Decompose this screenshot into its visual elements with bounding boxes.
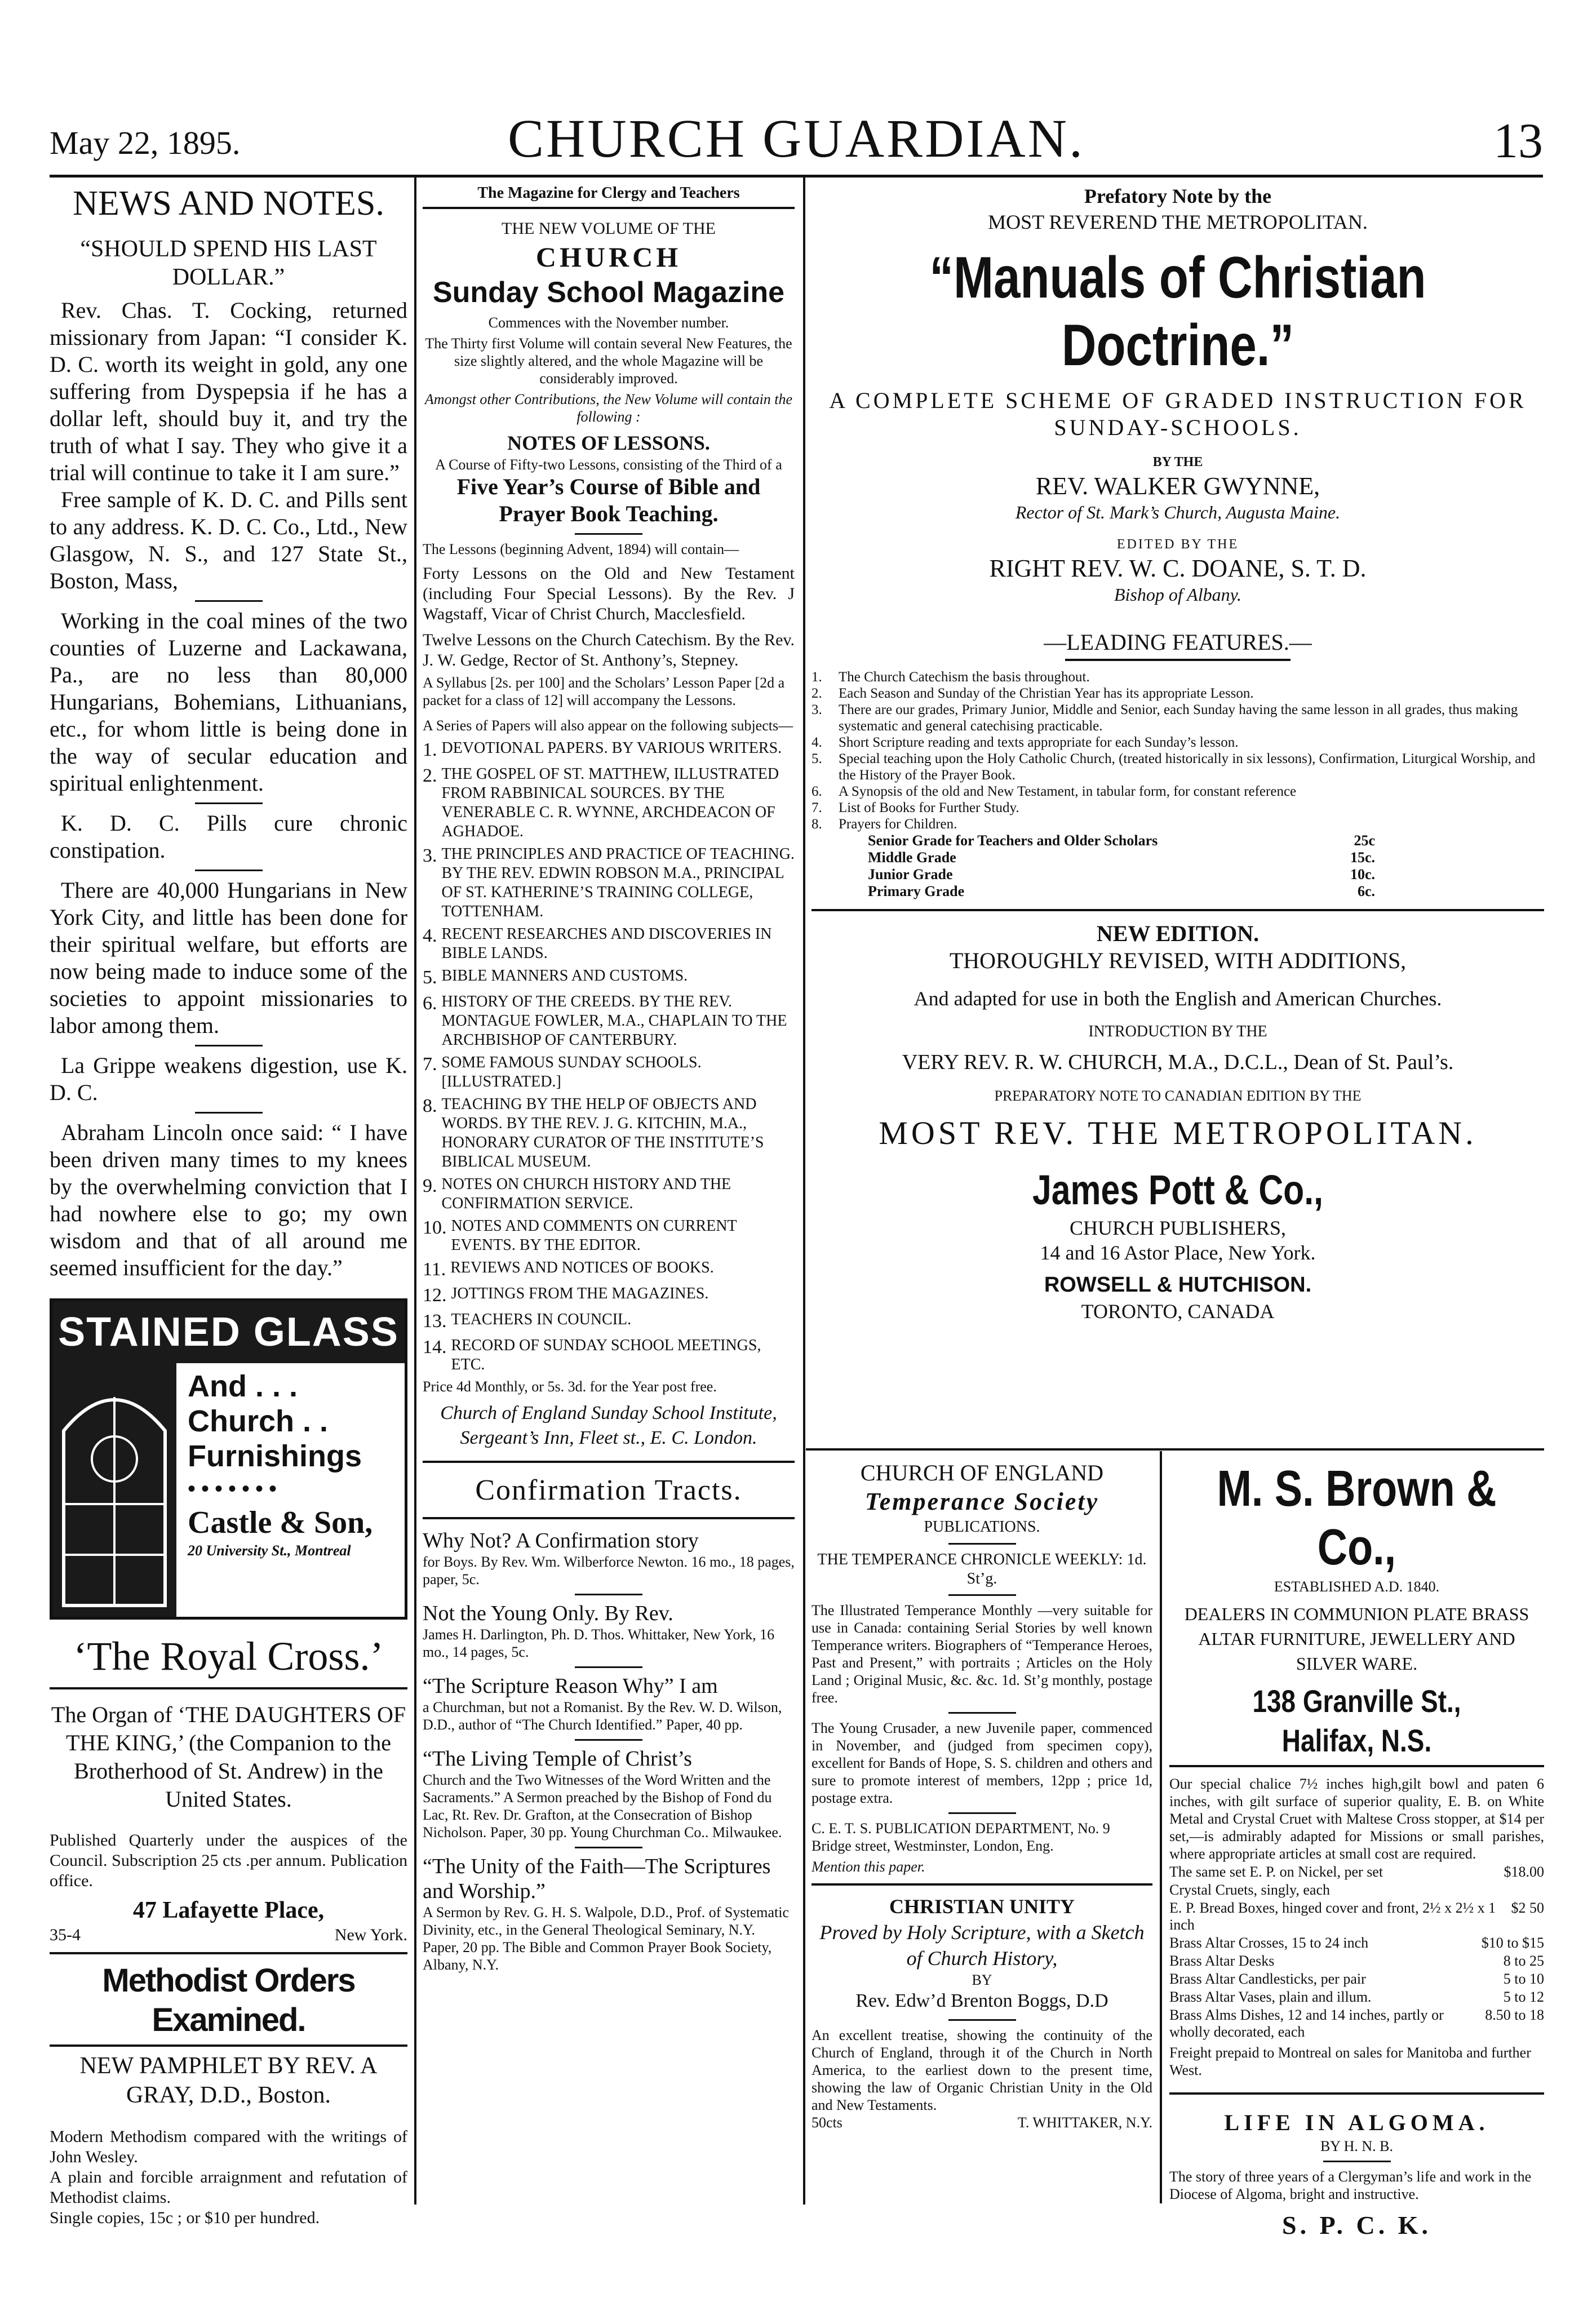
series-item [423,765,795,841]
royal-cross-address: 47 Lafayette Place, [132,1897,325,1923]
new-edition: NEW EDITION. [1096,921,1260,946]
feature-text: There are our grades, Primary Junior, Middle and Senior, each Sunday having the same lesson in all grades, thus making systematic and general catechising practicable. [839,702,1518,734]
grade-price: 25c [1354,832,1375,849]
temperance-publications: PUBLICATIONS. [924,1518,1040,1536]
feature-text: Short Scripture reading and texts appropriate for each Sunday’s lesson. [839,735,1239,750]
feature-number: 3. [811,702,822,717]
brown-item-row [1169,2007,1544,2041]
five-year-course: Five Year’s Course of Bible and Prayer Book Teaching. [456,474,761,526]
tract-title: “The Living Temple of Christ’s [423,1747,692,1771]
divider [50,1687,407,1689]
news-subheading: “SHOULD SPEND HIS LAST DOLLAR.” [80,236,377,290]
window-art-icon [52,1363,176,1611]
leading-features-heading: —LEADING FEATURES.— [1044,629,1312,655]
unity-author: Rev. Edw’d Brenton Boggs, D.D [855,1990,1108,2011]
astor-place: 14 and 16 Astor Place, New York. [1040,1241,1316,1264]
graded-scheme: A COMPLETE SCHEME OF GRADED INSTRUCTION FOR SUNDAY-SCHOOLS. [829,388,1527,440]
series-item-number: 14. [423,1337,447,1358]
grade-price-row [868,832,1375,849]
series-item [423,1258,795,1281]
stained-glass-window-art [52,1363,176,1617]
brown-item-label: Brass Altar Crosses, 15 to 24 inch [1169,1935,1369,1951]
divider [1323,2161,1391,2162]
introduction-by: INTRODUCTION BY THE [1088,1023,1267,1040]
tract-detail: for Boys. By Rev. Wm. Wilberforce Newton. 16 mo., 18 pages, paper, 5c. [423,1554,795,1587]
divider [1169,2092,1544,2095]
manual-editor: RIGHT REV. W. C. DOANE, S. T. D. [989,555,1367,582]
brown-item-price: $2 50 [1511,1900,1544,1916]
grade-label: Primary Grade [868,883,965,899]
series-item [423,739,795,761]
metropolitan: MOST REV. THE METROPOLITAN. [879,1115,1477,1151]
brown-item-price: 8 to 25 [1503,1953,1544,1969]
algoma-description: The story of three years of a Clergyman’s life and work in the Diocese of Algoma, bright and instructive. [1169,2168,1532,2202]
brown-item-row [1169,1882,1544,1899]
coe-heading: CHURCH OF ENGLAND [860,1460,1104,1485]
unity-price: 50cts [811,2114,842,2131]
unity-publisher: T. WHITTAKER, N.Y. [1017,2114,1152,2131]
author-rector: Rector of St. Mark’s Church, Augusta Maine. [1015,502,1341,522]
algoma-author: BY H. N. B. [1320,2138,1394,2154]
brown-item-row [1169,1953,1544,1970]
magazine-description: The Thirty first Volume will contain several New Features, the size slightly altered, and the whole Magazine will be considerably improved. [425,335,792,387]
tract-title: “The Scripture Reason Why” I am [423,1674,718,1698]
divider [575,533,642,535]
feature-number: 8. [811,817,822,832]
series-item [423,1095,795,1172]
features-list [811,669,1544,832]
grade-price-row [868,866,1375,883]
series-item [423,1217,795,1255]
feature-number: 4. [811,735,822,750]
methodist-title: Methodist Orders Examined. [102,1962,355,2038]
divider [948,1812,1016,1814]
series-item [423,1310,795,1333]
series-item [423,1053,795,1092]
methodist-text: Modern Methodism compared with the writings of John Wesley. [50,2127,407,2166]
feature-item [811,816,1544,832]
notes-of-lessons-title: NOTES OF LESSONS. [507,432,710,454]
divider [1169,1765,1544,1767]
syllabus: A Syllabus [2s. per 100] and the Scholars’ Lesson Paper [2d a packet for a class of 12] will accompany the Lessons. [423,675,785,708]
divider [948,1543,1016,1545]
unity-treatise: An excellent treatise, showing the continuity of the Church of England, through it of the Church in North America, to the earliest down to the present time, showing the law of Organic Christian Unity in the Old and New Testaments. [811,2027,1152,2113]
divider [811,1883,1152,1886]
series-item-text: DEVOTIONAL PAPERS. BY VARIOUS WRITERS. [441,739,782,757]
series-item-number: 5. [423,967,437,988]
manual-author: REV. WALKER GWYNNE, [1035,472,1320,500]
divider [948,1712,1016,1714]
brown-item-price: $18.00 [1504,1864,1544,1880]
feature-number: 7. [811,800,822,815]
grade-price-row [868,849,1375,866]
grade-price-row [868,883,1375,900]
grade-price: 6c. [1357,883,1375,899]
feature-item [811,685,1544,702]
news-paragraph: Working in the coal mines of the two counties of Luzerne and Lackawana, Pa., are no less than 80,000 Hungarians, Bohemians, Lithuanians, etc., for whom little is being done in the way of secular education and spiritual enlightenment. [50,608,407,796]
series-item-number: 13. [423,1311,447,1332]
column-temperance [811,1460,1152,2203]
brown-item-row [1169,1864,1544,1881]
brown-established: ESTABLISHED A.D. 1840. [1274,1578,1440,1595]
preparatory-note: PREPARATORY NOTE TO CANADIAN EDITION BY THE [994,1088,1362,1104]
news-paragraph: Free sample of K. D. C. and Pills sent to any address. K. D. C. Co., Ltd., New Glasgow, N. S., and 127 State St., Boston, Mass, [50,487,407,593]
series-item [423,966,795,989]
grade-price: 10c. [1350,866,1375,882]
divider [50,2044,407,2047]
feature-item [811,734,1544,751]
grade-prices [868,832,1375,900]
section-rule [806,1448,1544,1451]
royal-cross-number: 35-4 [50,1926,81,1944]
series-item [423,1336,795,1374]
series-item-text: HISTORY OF THE CREEDS. BY THE REV. MONTAGUE FOWLER, M.A., CHAPLAIN TO THE ARCHBISHOP OF CANTERBURY. [441,993,787,1049]
series-item-number: 4. [423,925,437,946]
divider [195,1112,263,1114]
ad-firm-name: Castle & Son, [188,1505,373,1540]
feature-number: 1. [811,669,822,685]
brown-dealers: DEALERS IN COMMUNION PLATE BRASS ALTAR FURNITURE, JEWELLERY AND SILVER WARE. [1184,1604,1529,1674]
divider [423,1461,795,1463]
page-header [50,107,1543,169]
brown-item-row [1169,1900,1544,1933]
brown-co-title: M. S. Brown & Co., [1217,1461,1497,1576]
royal-cross-footer [50,1925,407,1945]
feature-text: The Church Catechism the basis throughout. [839,669,1090,685]
ad-line: And . . . [188,1369,298,1403]
revised-line: THOROUGHLY REVISED, WITH ADDITIONS, [949,948,1407,973]
header-rule [50,175,1543,178]
forty-lessons: Forty Lessons on the Old and New Testament (including Four Special Lessons). By the Rev. J Wagstaff, Vicar of Christ Church, Macclesfield. [423,564,795,623]
confirmation-title: Confirmation Tracts. [475,1474,742,1506]
news-paragraph: Abraham Lincoln once said: “ I have been driven many times to my knees by the overwhelming conviction that I had nowhere else to go; my own wisdom and that of all around me seemed insufficient for the day.” [50,1120,407,1280]
series-item [423,925,795,963]
unity-footer [811,2114,1152,2131]
algoma-title: LIFE IN ALGOMA. [1224,2110,1489,2135]
column-news [50,183,407,2227]
series-item-number: 2. [423,765,437,786]
divider [195,802,263,804]
feature-item [811,669,1544,685]
magazine-amongst: Amongst other Contributions, the New Volume will contain the following : [424,391,793,425]
column-rule-3 [1160,1451,1162,2203]
series-item-text: RECENT RESEARCHES AND DISCOVERIES IN BIBLE LANDS. [441,925,772,962]
divider [195,600,263,602]
tract-title: Why Not? A Confirmation story [423,1529,699,1553]
royal-cross-body: The Organ of ‘THE DAUGHTERS OF THE KING,’ (the Companion to the Brotherhood of St. Andrew) in the United States. [51,1702,406,1812]
divider [575,1847,642,1848]
tract-detail: a Churchman, but not a Romanist. By the Rev. W. D. Wilson, D.D., author of “The Church Identified.” Paper, 40 pp. [423,1699,782,1733]
issue-date: May 22, 1895. [50,125,241,161]
stained-glass-text [188,1369,399,1560]
news-paragraph: K. D. C. Pills cure chronic constipation. [50,810,407,863]
series-item-number: 12. [423,1285,447,1306]
illustrated-monthly: The Illustrated Temperance Monthly —very suitable for use in Canada: containing Serial Stories by well known Temperance writers. Biographers of “Temperance Heroes, Past and Present,” with portraits ; Articles on the Holy Land ; Original Music, &c. &c. 1d. St’g monthly, postage free. [811,1602,1152,1706]
brown-item-label: Brass Altar Candlesticks, per pair [1169,1971,1366,1987]
series-list [423,739,795,1374]
spck-imprint: S. P. C. K. [1282,2211,1431,2239]
cets-department: C. E. T. S. PUBLICATION DEPARTMENT, No. 9 Bridge street, Westminster, London, Eng. [811,1820,1110,1854]
feature-item [811,800,1544,816]
divider [195,1045,263,1046]
feature-number: 6. [811,784,822,799]
very-rev: VERY REV. R. W. CHURCH, M.A., D.C.L., Dean of St. Paul’s. [902,1050,1454,1074]
grade-label: Middle Grade [868,849,956,866]
methodist-text: A plain and forcible arraignment and refutation of Methodist claims. [50,2168,407,2207]
ad-line: Church . . [188,1404,329,1438]
tract-title: “The Unity of the Faith—The Scriptures and Worship.” [423,1855,771,1903]
series-intro: A Series of Papers will also appear on the following subjects— [423,717,793,734]
ad-dots: • • • • • • • [188,1476,277,1501]
brown-item-label: E. P. Bread Boxes, hinged cover and front, 2½ x 2½ x 1 inch [1169,1900,1496,1933]
feature-item [811,751,1544,783]
series-item [423,1284,795,1307]
divider [575,1594,642,1595]
feature-number: 2. [811,686,822,701]
series-item-text: THE PRINCIPLES AND PRACTICE OF TEACHING. BY THE REV. EDWIN ROBSON M.A., PRINCIPAL OF ST. KATHERINE’S TRAINING COLLEGE, TOTTENHAM. [441,845,795,920]
magazine-kicker: The Magazine for Clergy and Teachers [477,184,740,202]
brown-item-label: Brass Altar Desks [1169,1953,1275,1969]
feature-text: A Synopsis of the old and New Testament, in tabular form, for constant reference [839,784,1297,799]
tract-title: Not the Young Only. By Rev. [423,1602,673,1625]
series-item-text: BIBLE MANNERS AND CUSTOMS. [441,967,688,984]
series-item [423,992,795,1050]
by-label: BY [972,1972,992,1988]
divider [423,1517,795,1519]
church-publishers: CHURCH PUBLISHERS, [1069,1217,1287,1239]
ad-stained-glass [50,1298,407,1620]
feature-text: Each Season and Sunday of the Christian Year has its appropriate Lesson. [839,686,1254,701]
divider [1065,659,1291,661]
brown-special: Our special chalice 7½ inches high,gilt bowl and paten 6 inches, with gilt surface of superior quality, E. B. on White Metal and Crystal Cruet with Maltese Cross stopper, at $14 per set,—is admirably adapted for Missions or small parishes, where appropriate articles at small cost are required. [1169,1776,1544,1862]
series-item-text: THE GOSPEL OF ST. MATTHEW, ILLUSTRATED FROM RABBINICAL SOURCES. BY THE VENERABLE C. R. WYNNE, ARCHDEACON OF AGHADOE. [441,765,779,840]
series-item-text: REVIEWS AND NOTICES OF BOOKS. [450,1259,714,1276]
brown-price-list [1169,1864,1544,2041]
mention-paper: Mention this paper. [811,1859,925,1875]
series-item-number: 10. [423,1217,447,1238]
adapted-line: And adapted for use in both the English and American Churches. [913,987,1442,1010]
magazine-church: CHURCH [535,241,682,273]
magazine-course: A Course of Fifty-two Lessons, consisting of the Third of a [435,456,782,473]
series-item-text: NOTES ON CHURCH HISTORY AND THE CONFIRMATION SERVICE. [441,1176,731,1212]
grade-label: Senior Grade for Teachers and Older Scholars [868,832,1158,849]
editor-title: Bishop of Albany. [1114,584,1242,605]
royal-cross-title: ‘The Royal Cross.’ [73,1634,384,1679]
rowsell-hutchison: ROWSELL & HUTCHISON. [1044,1273,1312,1297]
brown-item-row [1169,1935,1544,1952]
divider [575,1666,642,1668]
series-item-number: 1. [423,739,437,760]
feature-item [811,702,1544,734]
news-paragraph: There are 40,000 Hungarians in New York City, and little has been done for their spiritual welfare, but efforts are now being made to induce some of the societies to appoint missionaries to labor among them. [50,877,407,1038]
christian-unity-subtitle: Proved by Holy Scripture, with a Sketch of Church History, [819,1921,1145,1970]
manuals-title: “Manuals of Christian Doctrine.” [929,245,1426,378]
divider [948,1594,1016,1596]
brown-item-price: 5 to 10 [1503,1971,1544,1987]
feature-text: Prayers for Children. [839,817,957,832]
series-item-text: TEACHERS IN COUNCIL. [451,1311,632,1328]
column-rule-2 [803,176,805,2205]
divider [948,2019,1016,2021]
divider [50,1952,407,1954]
christian-unity-title: CHRISTIAN UNITY [889,1895,1075,1918]
series-item-number: 9. [423,1176,437,1196]
tract-detail: Church and the Two Witnesses of the Word Written and the Sacraments.” A Sermon preached by the Bishop of Fond du Lac, Rt. Rev. Dr. Grafton, at the Consecration of Bishop Nicholson. Paper, 30 pp. Young Churchman Co.. Milwaukee. [423,1772,782,1840]
magazine-volume: THE NEW VOLUME OF THE [502,219,716,238]
series-item [423,1175,795,1213]
brown-item-label: Brass Altar Vases, plain and illum. [1169,1989,1372,2005]
series-item-text: JOTTINGS FROM THE MAGAZINES. [451,1285,709,1302]
toronto: TORONTO, CANADA [1081,1300,1275,1323]
tract-detail: A Sermon by Rev. G. H. S. Walpole, D.D., Prof. of Systematic Divinity, etc., in the General Theological Seminary, N.Y. Paper, 20 pp. The Bible and Common Prayer Book Society, Albany, N.Y. [423,1904,790,1973]
series-item-text: TEACHING BY THE HELP OF OBJECTS AND WORDS. BY THE REV. J. G. KITCHIN, M.A., HONORARY CURATOR OF THE INSTITUTE’S BIBLICAL MUSEUM. [441,1096,764,1170]
ad-address: 20 University St., Montreal [188,1542,351,1559]
magazine-title: Sunday School Magazine [432,276,785,309]
methodist-subtitle: NEW PAMPHLET BY REV. A GRAY, D.D., Boston. [79,2053,378,2108]
series-item-text: RECORD OF SUNDAY SCHOOL MEETINGS, ETC. [451,1337,761,1373]
royal-cross-publication: Published Quarterly under the auspices of the Council. Subscription 25 cts .per annum. Publication office. [50,1831,407,1890]
series-item-number: 3. [423,845,437,866]
series-item-number: 6. [423,993,437,1014]
tract-detail: James H. Darlington, Ph. D. Thos. Whittaker, New York, 16 mo., 14 pages, 5c. [423,1626,775,1660]
feature-text: Special teaching upon the Holy Catholic Church, (treated historically in six lessons), Confirmation, Liturgical Worship, and the History of the Prayer Book. [839,751,1536,783]
divider [423,207,795,209]
brown-address: 138 Granville St., Halifax, N.S. [1252,1683,1461,1758]
brown-item-label: Brass Alms Dishes, 12 and 14 inches, partly or wholly decorated, each [1169,2007,1444,2040]
magazine-price: Price 4d Monthly, or 5s. 3d. for the Year post free. [423,1378,717,1395]
edited-by: EDITED BY THE [1116,537,1239,552]
methodist-price: Single copies, 15c ; or $10 per hundred. [50,2208,320,2227]
royal-cross-city: New York. [334,1926,407,1944]
news-paragraph: La Grippe weakens digestion, use K. D. C. [50,1053,407,1105]
prefatory-note: Prefatory Note by the [1084,185,1272,207]
magazine-commences: Commences with the November number. [488,314,729,331]
feature-item [811,783,1544,800]
column-magazine [423,183,795,2212]
divider [811,909,1544,911]
by-the: BY THE [1152,455,1203,469]
brown-item-label: The same set E. P. on Nickel, per set [1169,1864,1383,1880]
column-rule-1 [414,176,416,2205]
magazine-publisher: Church of England Sunday School Institute, Sergeant’s Inn, Fleet st., E. C. London. [440,1403,777,1448]
column-brown [1169,1460,1544,2239]
news-paragraph: Rev. Chas. T. Cocking, returned missionary from Japan: “I consider K. D. C. worth its weight in gold, any one suffering from Dyspepsia if he has a dollar left, should buy it, and try the truth of what I say. They who give it a trial will continue to take it I am sure.” [50,298,407,485]
series-item-text: NOTES AND COMMENTS ON CURRENT EVENTS. BY THE EDITOR. [451,1217,737,1254]
twelve-lessons: Twelve Lessons on the Church Catechism. By the Rev. J. W. Gedge, Rector of St. Anthony’s, Stepney. [423,631,795,669]
brown-item-price: $10 to $15 [1481,1935,1544,1951]
stained-glass-banner: STAINED GLASS [52,1301,405,1363]
series-item-text: SOME FAMOUS SUNDAY SCHOOLS. [ILLUSTRATED.] [441,1054,702,1090]
series-item-number: 8. [423,1096,437,1116]
brown-item-label: Crystal Cruets, singly, each [1169,1882,1330,1898]
page-number: 13 [1493,114,1543,168]
brown-item-row [1169,1971,1544,1988]
series-item [423,845,795,921]
grade-label: Junior Grade [868,866,953,882]
james-pott: James Pott & Co., [1032,1167,1323,1213]
brown-item-price: 8.50 to 18 [1485,2007,1544,2023]
young-crusader: The Young Crusader, a new Juvenile paper, commenced in November, and (judged from specimen copy), excellent for Bands of Hope, S. S. children and others and sure to promote interest of members, 12pp ; price 1d, postage extra. [811,1720,1152,1806]
feature-number: 5. [811,751,822,766]
temperance-society: Temperance Society [864,1488,1099,1515]
most-reverend: MOST REVEREND THE METROPOLITAN. [988,211,1368,233]
brown-item-row [1169,1989,1544,2006]
series-item-number: 11. [423,1259,446,1280]
ad-line: Furnishings [188,1439,362,1473]
feature-text: List of Books for Further Study. [839,800,1019,815]
temperance-chronicle: THE TEMPERANCE CHRONICLE WEEKLY: 1d. St’g. [817,1551,1147,1587]
brown-freight: Freight prepaid to Montreal on sales for Manitoba and further West. [1169,2044,1531,2078]
divider [575,1739,642,1741]
masthead-title: CHURCH GUARDIAN. [507,108,1085,168]
grade-price: 15c. [1350,849,1375,866]
column-manuals [811,183,1544,1451]
divider [195,870,263,871]
news-heading: NEWS AND NOTES. [73,184,384,223]
lessons-intro: The Lessons (beginning Advent, 1894) will contain— [423,541,739,557]
series-item-number: 7. [423,1054,437,1075]
brown-item-price: 5 to 12 [1503,1989,1544,2005]
